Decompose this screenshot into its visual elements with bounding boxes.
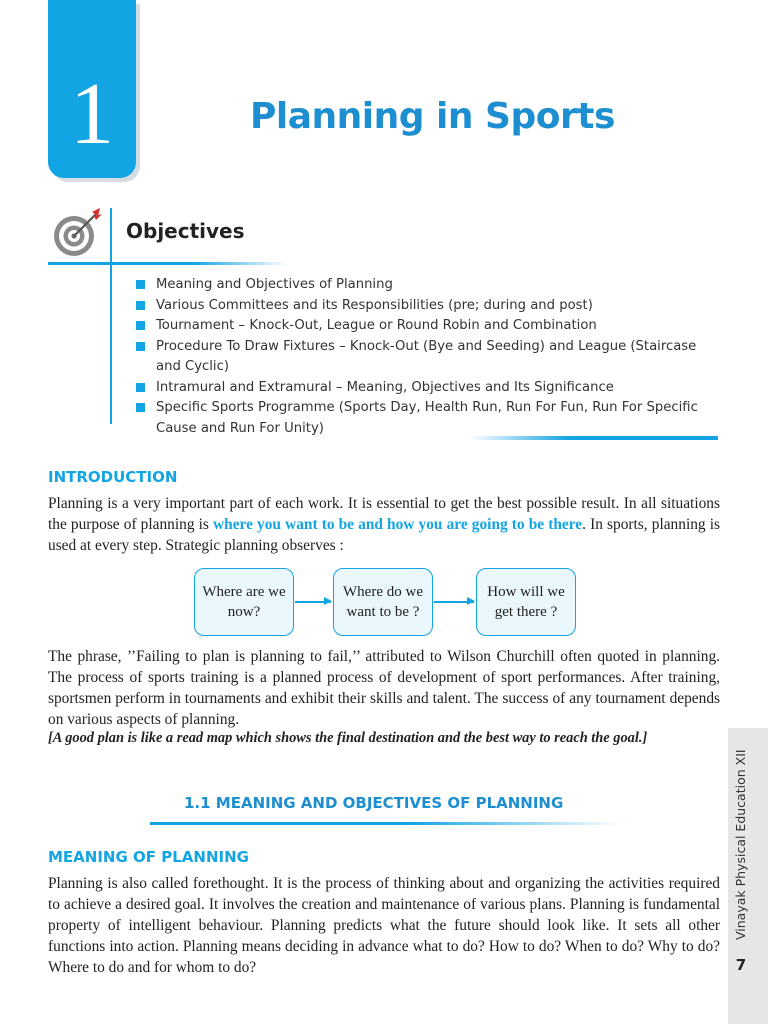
list-item: Intramural and Extramural – Meaning, Objectives and Its Significance <box>134 378 714 399</box>
section-rule <box>150 822 620 825</box>
objectives-horizontal-rule <box>48 262 288 265</box>
square-bullet-icon <box>136 301 145 310</box>
objectives-bottom-rule <box>470 436 718 440</box>
list-item: Tournament – Knock-Out, League or Round Robin and Combination <box>134 316 714 337</box>
square-bullet-icon <box>136 321 145 330</box>
flow-box-want: Where do we want to be ? <box>333 568 433 636</box>
flow-box-now: Where are we now? <box>194 568 294 636</box>
highlighted-phrase: where you want to be and how you are going to be there <box>213 516 583 533</box>
square-bullet-icon <box>136 403 145 412</box>
flow-box-how: How will we get there ? <box>476 568 576 636</box>
objectives-vertical-rule <box>110 208 112 424</box>
page-number: 7 <box>735 956 747 974</box>
introduction-heading: INTRODUCTION <box>48 468 178 486</box>
introduction-paragraph: Planning is a very important part of each work. It is essential to get the best possible result. In all situations the purpose of planning is where you want to be and how you are going to be there. In sports, planning is used at every step. Strategic planning observes : <box>48 495 720 554</box>
list-item: Procedure To Draw Fixtures – Knock-Out (Bye and Seeding) and League (Staircase and Cyclic) <box>134 337 714 378</box>
introduction-paragraph-2: The phrase, ’’Failing to plan is planning to fail,’’ attributed to Wilson Churchill often quoted in planning. The process of sports training is a planned process of development of sport performances. After training, sportsmen perform in tournaments and exhibit their skills and talent. The success of any tournament depends on various aspects of planning. <box>48 648 720 728</box>
objectives-list <box>134 275 714 439</box>
quote: [A good plan is like a read map which shows the final destination and the best way to reach the goal.] <box>48 730 648 746</box>
chapter-title: Planning in Sports <box>250 96 615 137</box>
list-item: Meaning and Objectives of Planning <box>134 275 714 296</box>
target-icon <box>52 206 104 258</box>
square-bullet-icon <box>136 383 145 392</box>
arrow-right-icon <box>295 601 331 603</box>
book-title: Vinayak Physical Education XII <box>733 749 748 941</box>
objectives-heading: Objectives <box>126 219 245 243</box>
section-heading: 1.1 MEANING AND OBJECTIVES OF PLANNING <box>184 794 564 812</box>
square-bullet-icon <box>136 280 145 289</box>
chapter-number: 1 <box>70 66 114 163</box>
list-item: Specific Sports Programme (Sports Day, Health Run, Run For Fun, Run For Specific Cause and Run For Unity) <box>134 398 714 439</box>
arrow-right-icon <box>434 601 474 603</box>
meaning-paragraph: Planning is also called forethought. It is the process of thinking about and organizing the activities required to achieve a desired goal. It involves the creation and maintenance of various plans. Planning is fundamental property of intelligent behaviour. Planning predicts what the future should look like. It sets all other functions into action. Planning means deciding in advance what to do? How to do? When to do? Why to do? Where to do and for whom to do? <box>48 875 720 976</box>
meaning-heading: MEANING OF PLANNING <box>48 848 249 866</box>
square-bullet-icon <box>136 342 145 351</box>
list-item: Various Committees and its Responsibilities (pre; during and post) <box>134 296 714 317</box>
